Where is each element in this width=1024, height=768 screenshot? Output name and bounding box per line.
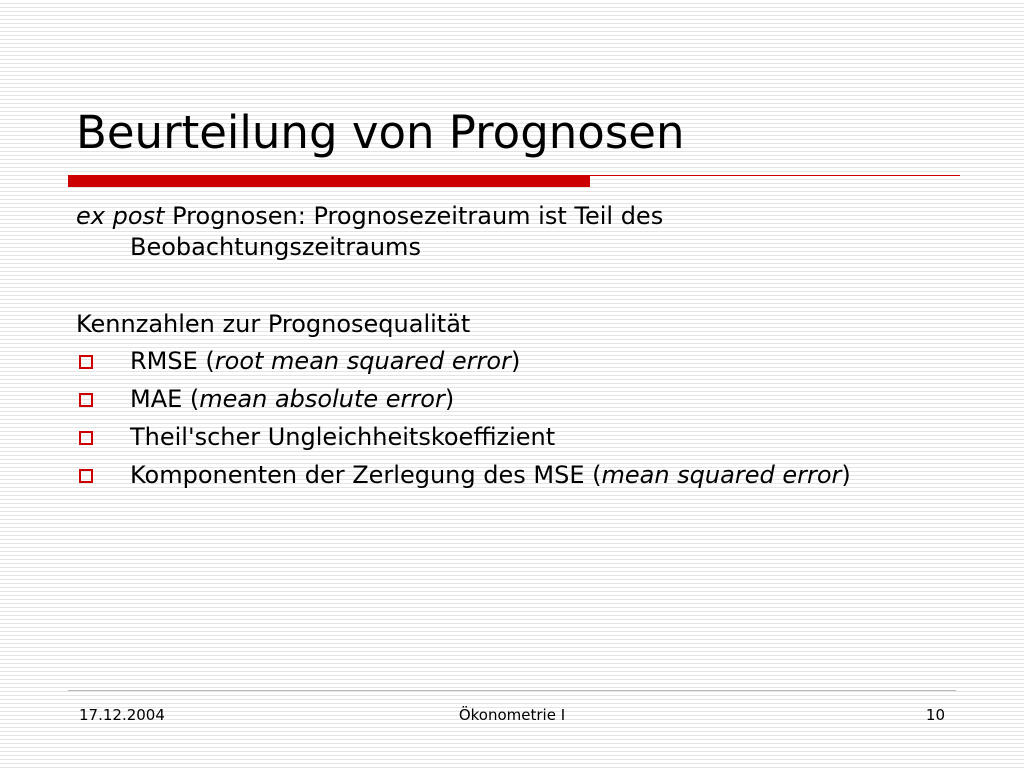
footer-date: 17.12.2004 (79, 706, 165, 724)
bullet-item-mae (76, 384, 956, 415)
section-heading: Kennzahlen zur Prognosequalität (76, 310, 471, 338)
slide-title: Beurteilung von Prognosen (76, 106, 685, 159)
bullet-suffix: ) (510, 347, 521, 375)
slide-body (76, 201, 956, 498)
bullet-suffix: ) (841, 461, 851, 489)
bullet-list (76, 346, 956, 491)
bullet-prefix: Komponenten der Zerlegung des MSE ( (130, 461, 602, 489)
bullet-item-theil (76, 422, 956, 453)
title-underline-thin (590, 175, 960, 176)
paragraph-spacer (76, 263, 956, 309)
bullet-suffix: ) (444, 385, 455, 413)
hollow-square-bullet-icon (79, 355, 93, 369)
intro-text: Prognosen: Prognosezeitraum ist Teil des Beobachtungszeitraums (130, 202, 664, 261)
hollow-square-bullet-icon (79, 393, 93, 407)
bullet-prefix: RMSE ( (130, 347, 215, 375)
bullet-italic: mean squared error (601, 461, 842, 489)
footer-page-number: 10 (925, 706, 945, 724)
bullet-prefix: MAE ( (130, 385, 200, 413)
hollow-square-bullet-icon (79, 469, 93, 483)
bullet-prefix: Theil'scher Ungleichheitskoeffizient (130, 423, 556, 451)
intro-paragraph (76, 201, 956, 263)
bullet-item-mse-decomposition (76, 460, 956, 491)
title-underline-thick (68, 175, 590, 187)
footer-rule (68, 690, 956, 691)
bullet-italic: root mean squared error (214, 347, 511, 375)
bullet-italic: mean absolute error (199, 385, 445, 413)
hollow-square-bullet-icon (79, 431, 93, 445)
intro-italic-lead: ex post (76, 202, 165, 230)
footer-course-title: Ökonometrie I (458, 706, 566, 724)
bullet-item-rmse (76, 346, 956, 377)
